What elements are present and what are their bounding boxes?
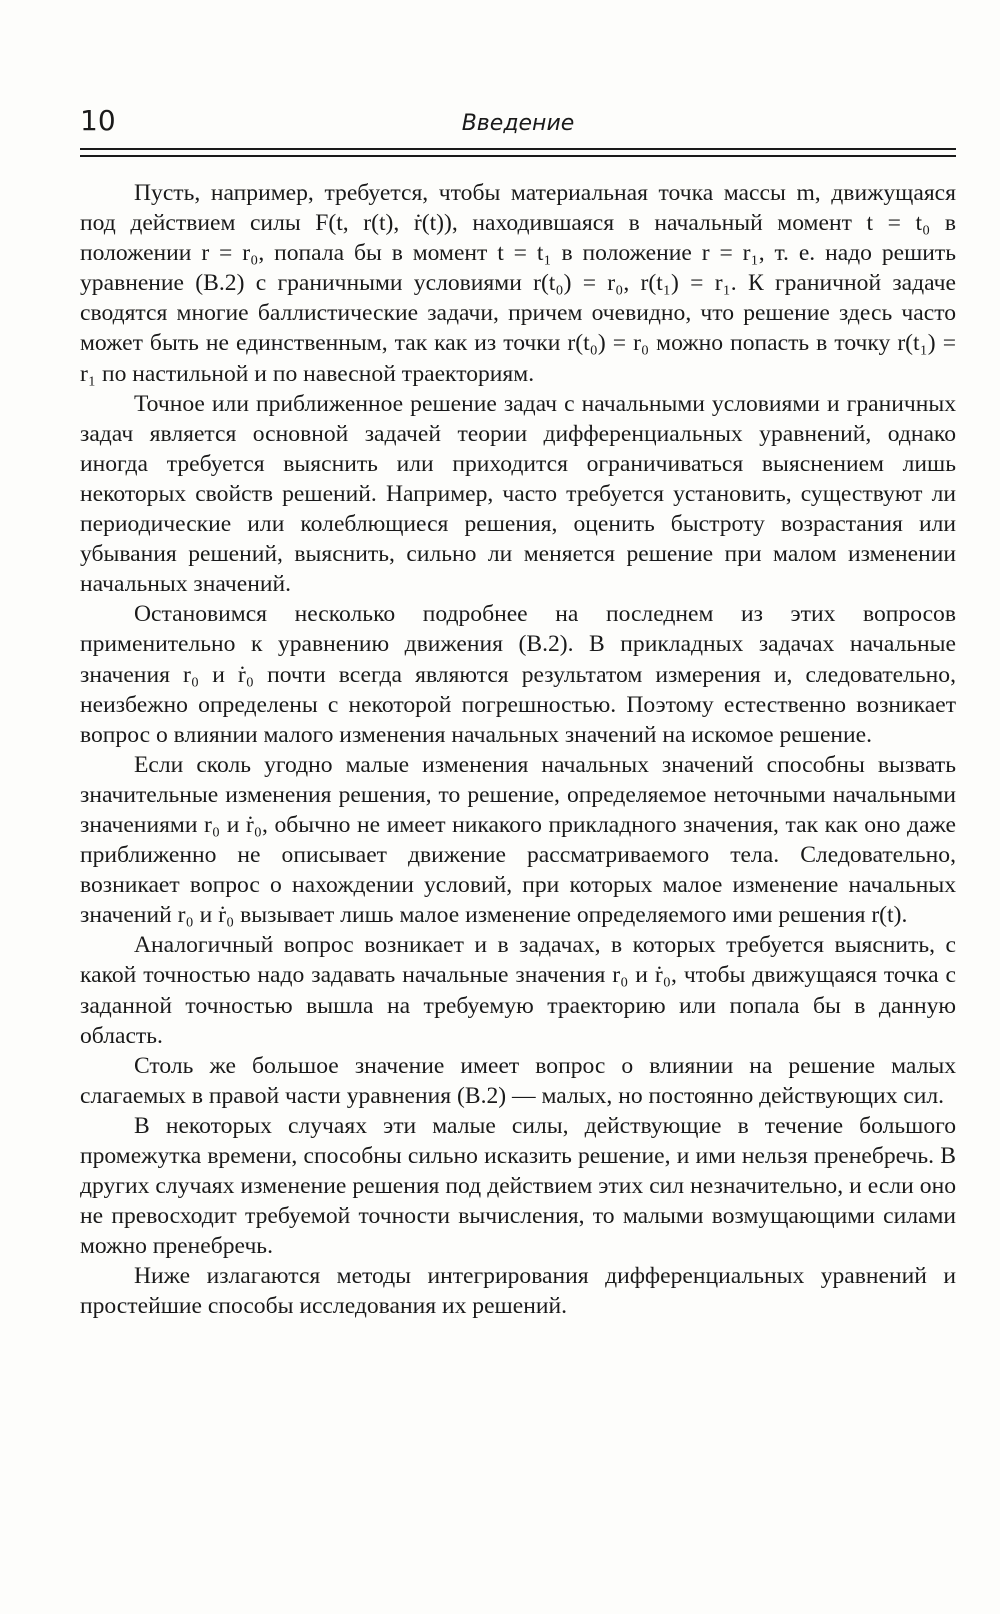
paragraph-small-forces: Столь же большое значение имеет вопрос о влиянии на решение малых слагаемых в правой части уравнения (В.2) — малых, но постоянно действующих сил. <box>80 1052 956 1109</box>
paragraph-stability-question: Если сколь угодно малые изменения начальных значений способны вызвать значительные изменения решения, то решение, определяемое неточными начальными значениями r₀ и ṙ₀, обычно не имеет никакого прикладного значения, так как оно даже приближенно не описывает движение рассматриваемого тела. Следовательно, возникает вопрос о нахождении условий, при которых малое изменение начальных значений r₀ и ṙ₀ вызывает лишь малое изменение определяемого ими решения r(t). <box>80 751 956 929</box>
paragraph-accuracy-question: Аналогичный вопрос возникает и в задачах, в которых требуется выяснить, с какой точностью надо задавать начальные значения r₀ и ṙ₀, чтобы движущаяся точка с заданной точностью вышла на требуемую траекторию или попала бы в данную область. <box>80 932 956 1049</box>
page-number: 10 <box>80 104 116 137</box>
body-text <box>80 178 956 1322</box>
running-head <box>80 104 956 144</box>
header-rule-top <box>80 148 956 150</box>
paragraph-boundary-problem: Пусть, например, требуется, чтобы материальная точка массы m, движущаяся под действием силы F(t, r(t), ṙ(t)), находившаяся в начальный момент t = t₀ в положении r = r₀, попала бы в момент t = t₁ в положение r = r₁, т. е. надо решить уравнение (В.2) с граничными условиями r(t₀) = r₀, r(t₁) = r₁. К граничной задаче сводятся многие баллистические задачи, причем очевидно, что решение здесь часто может быть не единственным, так как из точки r(t₀) = r₀ можно попасть в точку r(t₁) = r₁ по настильной и по навесной траекториям. <box>80 180 956 387</box>
paragraph-perturbing-forces: В некоторых случаях эти малые силы, действующие в течение большого промежутка времени, способны сильно исказить решение, и ими нельзя пренебречь. В других случаях изменение решения под действием этих сил незначительно, и если оно не превосходит требуемой точности вычисления, то малыми возмущающими силами можно пренебречь. <box>80 1112 956 1260</box>
paragraph-solution-properties: Точное или приближенное решение задач с начальными условиями и граничных задач является основной задачей теории дифференциальных уравнений, однако иногда требуется выяснить или приходится ограничиваться выяснением лишь некоторых свойств решений. Например, часто требуется установить, существуют ли периодические или колеблющиеся решения, оценить быстроту возрастания или убывания решений, выяснить, сильно ли меняется решение при малом изменении начальных значений. <box>80 390 956 598</box>
paragraph-methods: Ниже излагаются методы интегрирования дифференциальных уравнений и простейшие способы исследования их решений. <box>80 1263 956 1320</box>
section-title: Введение <box>461 111 575 136</box>
header-rule-bottom <box>80 155 956 157</box>
paragraph-initial-values: Остановимся несколько подробнее на последнем из этих вопросов применительно к уравнению движения (В.2). В прикладных задачах начальные значения r₀ и ṙ₀ почти всегда являются результатом измерения и, следовательно, неизбежно определены с некоторой погрешностью. Поэтому естественно возникает вопрос о влиянии малого изменения начальных значений на искомое решение. <box>80 601 956 748</box>
